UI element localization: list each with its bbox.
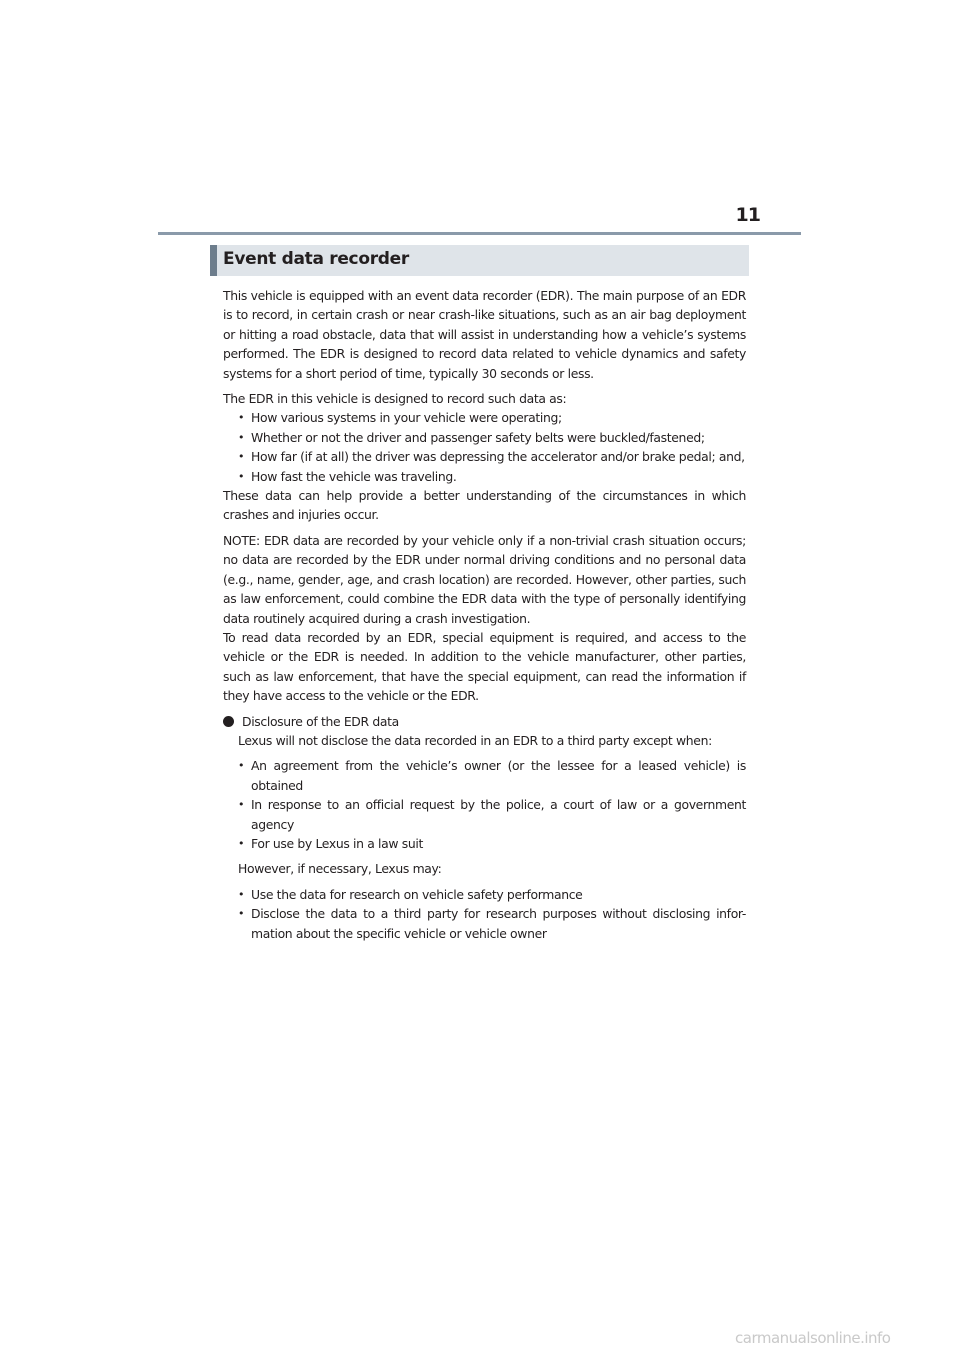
section-title: Event data recorder bbox=[223, 249, 409, 269]
body-content bbox=[223, 286, 746, 943]
watermark-text: carmanualsonline.info bbox=[735, 1329, 891, 1347]
list-item: • Disclose the data to a third party for research purposes without disclosing infor-mation about the specific vehicle or vehicle owner bbox=[238, 904, 746, 943]
header-rule bbox=[158, 232, 801, 235]
bullet-dot-icon bbox=[223, 716, 234, 727]
note-paragraph: NOTE: EDR data are recorded by your vehicle only if a non-trivial crash situation occurs; no data are recorded by the EDR under normal driving conditions and no personal data (e.g., name, gender, age, and crash location) are recorded. However, other parties, such as law enforcement, could combine the EDR data with the type of personally identifying data routinely acquired during a crash investigation. bbox=[223, 532, 746, 626]
section-header bbox=[210, 245, 749, 276]
read-data-paragraph: To read data recorded by an EDR, special equipment is required, and access to the vehicle or the EDR is needed. In addition to the vehicle manufacturer, other parties, such as law enforcement, that have the special equipment, can read the information if they have access to the vehicle or the EDR. bbox=[223, 629, 746, 704]
disclosure-heading-text: Disclosure of the EDR data bbox=[242, 713, 399, 729]
list-item: • An agreement from the vehicle’s owner (or the lessee for a leased vehicle) is obtained bbox=[238, 756, 746, 795]
list-item: • How various systems in your vehicle were operating; bbox=[223, 408, 746, 427]
disclosure-lead: Lexus will not disclose the data recorded in an EDR to a third party except when: bbox=[238, 732, 712, 748]
may-list bbox=[238, 885, 746, 943]
disclosure-list bbox=[238, 756, 746, 853]
list-item: • For use by Lexus in a law suit bbox=[238, 834, 746, 853]
list-item: • How far (if at all) the driver was depressing the accelerator and/or brake pedal; and, bbox=[223, 447, 746, 466]
record-lead: The EDR in this vehicle is designed to record such data as: bbox=[223, 391, 567, 407]
list-item: • In response to an official request by the police, a court of law or a government agency bbox=[238, 795, 746, 834]
record-list bbox=[223, 408, 746, 486]
page-number: 11 bbox=[735, 204, 760, 226]
list-item: • Use the data for research on vehicle safety performance bbox=[238, 885, 746, 904]
list-item: • Whether or not the driver and passenger safety belts were buckled/fastened; bbox=[223, 428, 746, 447]
understanding-paragraph: These data can help provide a better understanding of the circumstances in which crashes and injuries occur. bbox=[223, 488, 746, 523]
disclosure-section bbox=[223, 731, 746, 943]
however-text: However, if necessary, Lexus may: bbox=[238, 861, 442, 877]
intro-paragraph: This vehicle is equipped with an event data recorder (EDR). The main purpose of an EDR is to record, in certain crash or near crash-like situations, such as an air bag deployment or hitting a road obstacle, data that will assist in understanding how a vehicle’s systems performed. The EDR is designed to record data related to vehicle dynamics and safety systems for a short period of time, typically 30 seconds or less. bbox=[223, 288, 746, 381]
list-item: • How fast the vehicle was traveling. bbox=[223, 467, 746, 486]
disclosure-heading bbox=[223, 712, 746, 731]
